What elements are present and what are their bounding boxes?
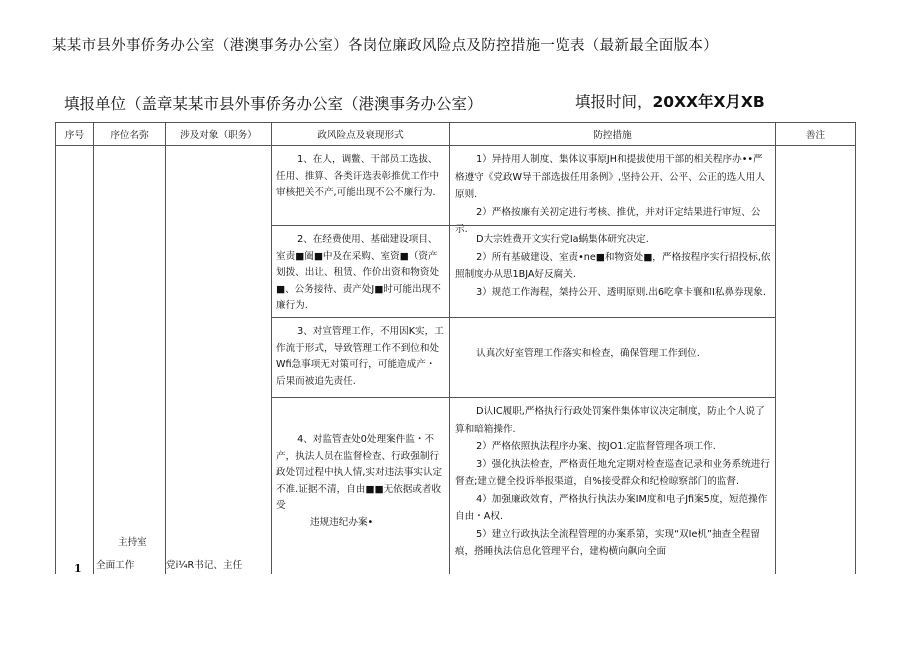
position-cell	[94, 146, 166, 575]
measure-text: 4）加强廉政效育，严格执行执法办案IM度和电子Jfi案5度，短范操作自由・A权.	[455, 493, 768, 522]
risk-text: 3、对宣管理工作，不用因K实，工作流于形式，导致管理工作不到位和处Wfi急事项无对策可行，可能造成产・后果而被追先责任.	[276, 326, 444, 387]
filling-time	[575, 90, 765, 112]
position-name-line2: 全面工作	[96, 560, 135, 571]
measure-text: 2）严格依照执法程序办案、按JO1.定监督管理各项工作.	[476, 441, 716, 452]
measure-text: D大宗姓费开文实行党Ia蜗集体研究决定.	[476, 234, 649, 245]
header-seq: 序号	[56, 123, 94, 146]
measure-item	[450, 226, 775, 318]
header-position: 序位名弥	[94, 123, 166, 146]
measure-text: 3）规范工作海程，桀持公开、透明原则.出6吃拿卡襄和I私鼻券现象.	[476, 286, 766, 298]
measure-item	[450, 398, 775, 574]
measures-column	[450, 146, 776, 575]
risk-item	[272, 226, 449, 318]
table-row	[56, 146, 856, 575]
risk-item	[272, 146, 449, 226]
risk-item	[272, 398, 449, 574]
position-name-line1: 主持室	[118, 537, 147, 548]
risk-item	[272, 318, 449, 398]
seq-cell	[56, 146, 94, 575]
measure-text: 3）强化执法检查，严格责任地允定期对检查巡查记录和业务系统进行督查;建立健全投诉举报渠道，自%接受群众和纪检晾察部门的监督.	[455, 458, 771, 487]
header-involved: 涉及对象（职务）	[166, 123, 272, 146]
risk-control-table	[55, 122, 856, 574]
involved-role: 党i¼R书记、主任	[166, 560, 243, 571]
risk-text: 1、在人，调鳖、干部员工选拔、任用、推算、各类讦选表彰推优工作中审核把关不产,可能出现不公不廉行为.	[276, 154, 440, 198]
header-measures: 防控措施	[450, 123, 776, 146]
measure-text: D认IC履职,严格执行行政处罚案件集体审议决定制度，防止个人说了算和暗箱操作.	[455, 406, 765, 435]
measure-text: 2）严格按廉有关初定进行考核、推优，并对讦定结果进行审短、公示.	[455, 206, 761, 235]
filling-time-value: 20XX年X月XB	[652, 93, 765, 111]
measure-text: 1）异持用人制度、集体议事原JH和提拔使用干部的相关程序办••严格遵守《党政W导干部选拔任用条例》,坚持公开、公平、公正的选人用人原则.	[455, 154, 765, 200]
risk-column	[272, 146, 450, 575]
measure-item	[450, 318, 775, 398]
risk-text-tail: 违规违纪办案•	[310, 516, 374, 528]
seq-number: 1	[74, 562, 82, 575]
risk-text: 4、对监管查处0处理案件监・不产，执法人员在监督检查、行政强制行政处罚过程中执人情,实对违法事实认定不准.证据不清，自由■■无依据或者收受	[276, 434, 443, 511]
measure-item	[450, 146, 775, 235]
remarks-cell	[776, 146, 856, 575]
filling-unit: 填报单位（盖章某某市县外事侨务办公室（港澳事务办公室）	[64, 95, 483, 113]
risk-text: 2、在经费使用、基础建设项目、室责■阖■中及在采购、室资■（资产划拨、出让、租赁、作价出资和物资处■、公务接待、责产处J■时可能出现不廉行为.	[276, 234, 441, 311]
filling-time-label: 填报时间，	[575, 93, 653, 111]
table-header-row	[56, 123, 856, 146]
involved-cell	[166, 146, 272, 575]
header-risk: 政风险点及衰现形式	[272, 123, 450, 146]
measure-text: 2）所有基破建设、室责•ne■和物资处■，严格按程序实行招投标,依照制度办从思1BJA好反腐关.	[455, 251, 771, 280]
document-title: 某某市县外事侨务办公室（港澳事务办公室）各岗位廉政风险点及防控措施一览表（最新最全面版本）	[52, 38, 718, 54]
measure-text: 5）建立行政执法全流程管理的办案系第，实现“双Ie机”抽查全程留痕，搭睡执法信息化管理平台，建构横向飙向全面	[455, 528, 760, 557]
header-remarks: 善注	[776, 123, 856, 146]
measure-text: 认真次好室管理工作落实和检查，确保管理工作到位.	[476, 348, 700, 359]
